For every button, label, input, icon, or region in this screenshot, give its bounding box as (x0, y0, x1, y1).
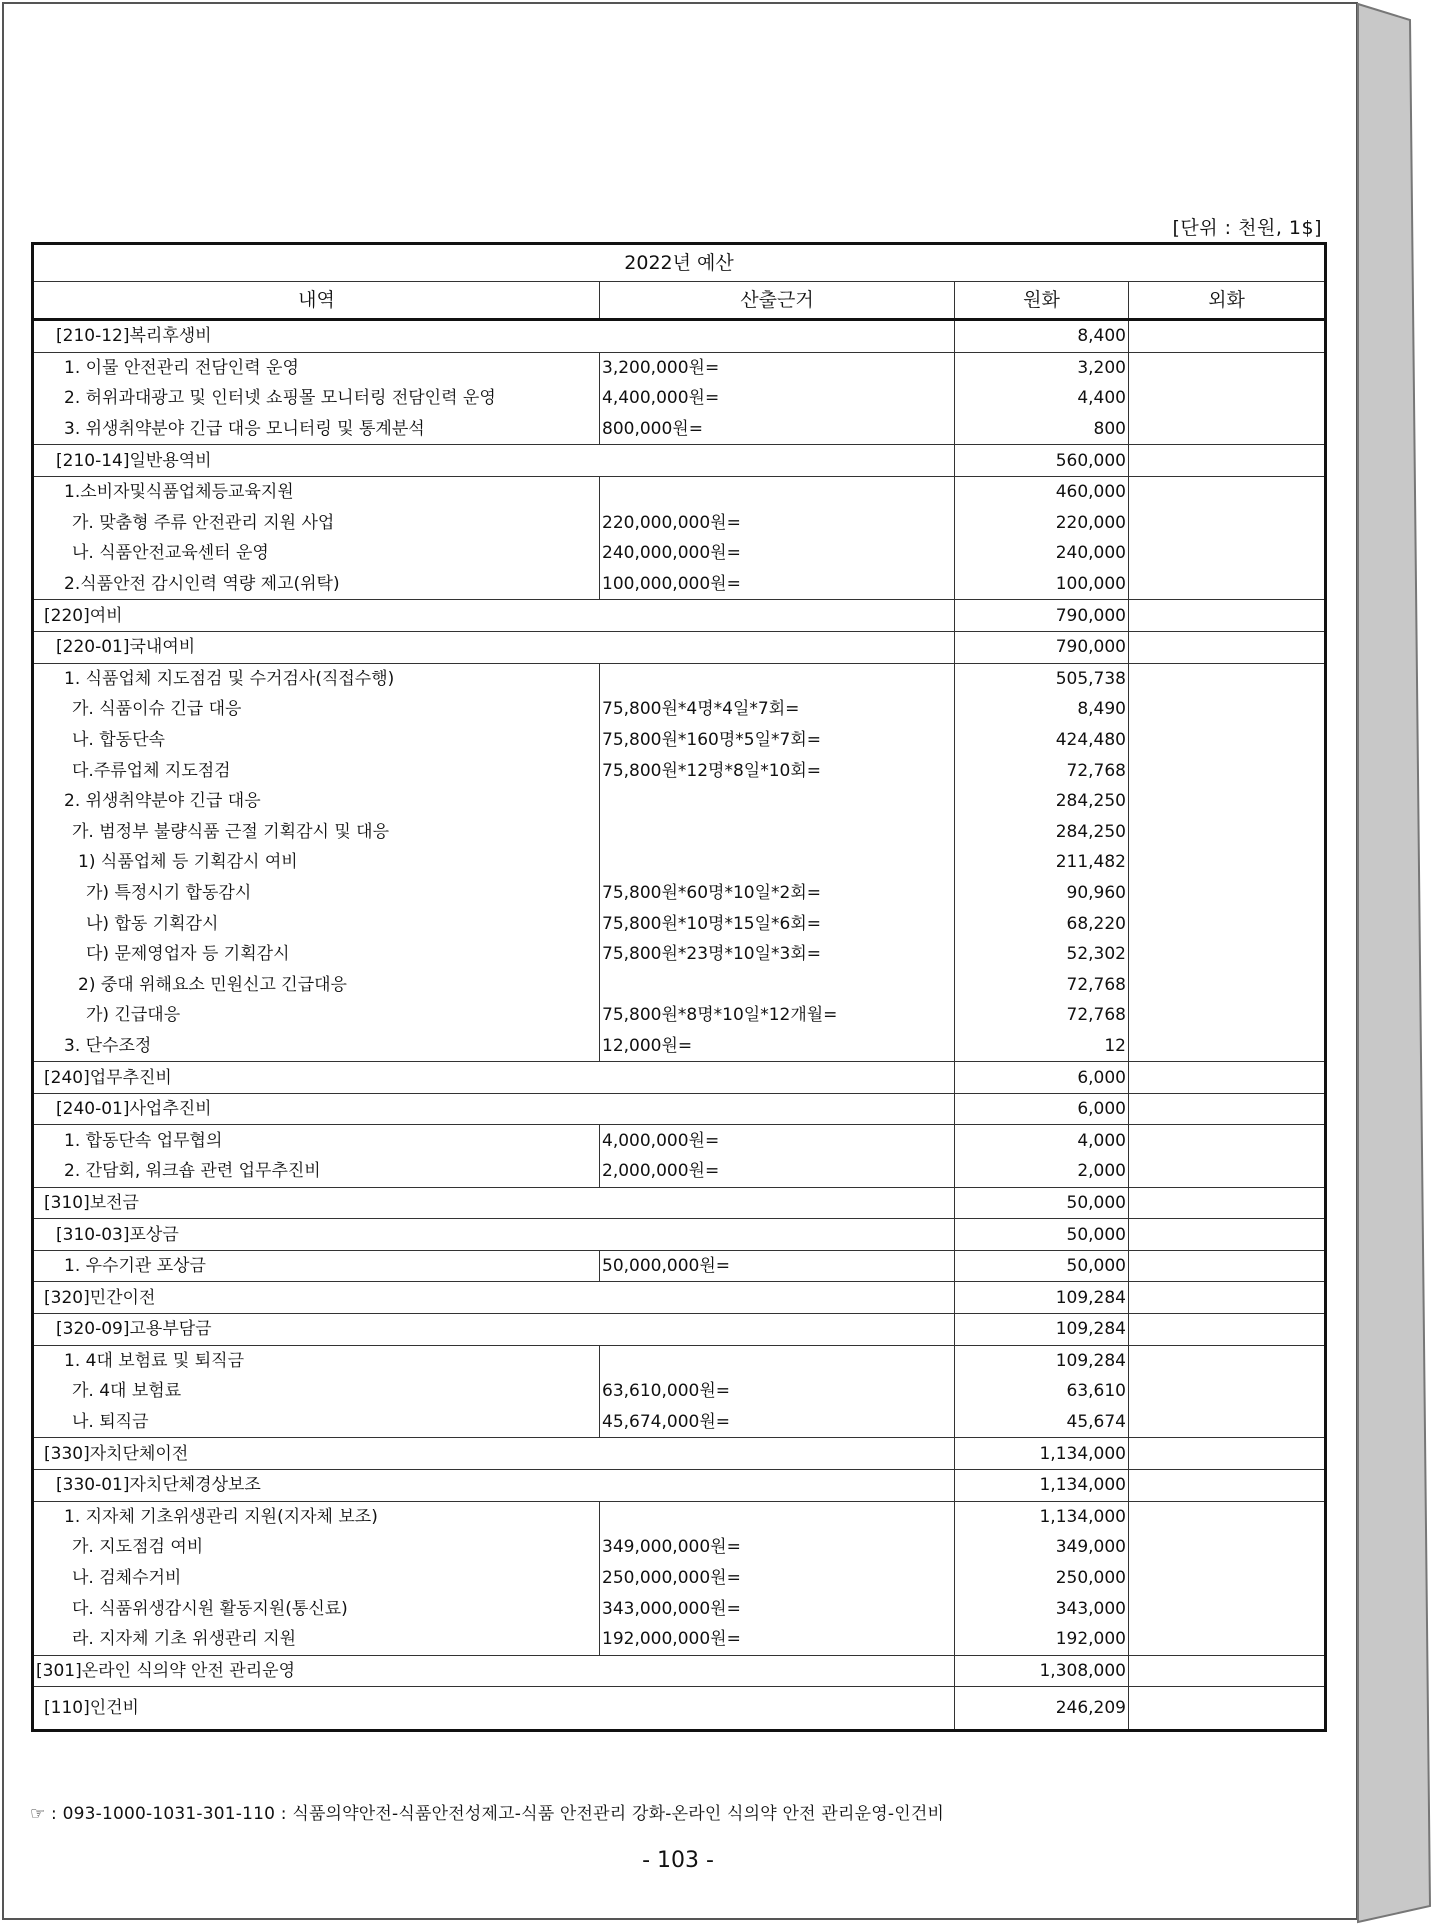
row-description: [310]보전금 (33, 1187, 955, 1219)
row-basis: 12,000원= (600, 1031, 955, 1062)
row-foreign (1129, 445, 1326, 477)
row-basis: 349,000,000원= (600, 1532, 955, 1563)
row-krw: 2,000 (955, 1156, 1129, 1187)
row-foreign (1129, 725, 1326, 756)
row-foreign (1129, 1687, 1326, 1731)
row-krw: 1,134,000 (955, 1501, 1129, 1532)
row-basis: 250,000,000원= (600, 1563, 955, 1594)
table-row (33, 1438, 1326, 1470)
footnote: ☞ : 093-1000-1031-301-110 : 식품의약안전-식품안전성제고-식품 안전관리 강화-온라인 식의약 안전 관리운영-인건비 (30, 1804, 945, 1824)
row-foreign (1129, 600, 1326, 632)
row-krw: 72,768 (955, 969, 1129, 1000)
row-basis: 50,000,000원= (600, 1250, 955, 1282)
row-krw: 12 (955, 1031, 1129, 1062)
row-basis: 3,200,000원= (600, 352, 955, 383)
row-krw: 8,400 (955, 320, 1129, 353)
row-description: 나) 합동 기획감시 (33, 908, 600, 939)
row-description: [220-01]국내여비 (33, 631, 955, 663)
row-krw: 109,284 (955, 1282, 1129, 1314)
table-row (33, 1501, 1326, 1532)
row-basis: 4,400,000원= (600, 383, 955, 414)
table-row (33, 1345, 1326, 1376)
row-description: 다. 식품위생감시원 활동지원(통신료) (33, 1593, 600, 1624)
row-foreign (1129, 1376, 1326, 1407)
header-basis: 산출근거 (600, 282, 955, 320)
row-basis: 240,000,000원= (600, 538, 955, 569)
page-number: - 103 - (642, 1848, 714, 1873)
row-foreign (1129, 1345, 1326, 1376)
row-krw: 50,000 (955, 1219, 1129, 1251)
row-description: [310-03]포상금 (33, 1219, 955, 1251)
row-foreign (1129, 1655, 1326, 1687)
row-foreign (1129, 1593, 1326, 1624)
row-foreign (1129, 1250, 1326, 1282)
row-foreign (1129, 663, 1326, 694)
row-basis (600, 969, 955, 1000)
row-foreign (1129, 320, 1326, 353)
row-foreign (1129, 817, 1326, 848)
row-krw: 349,000 (955, 1532, 1129, 1563)
row-krw: 284,250 (955, 786, 1129, 817)
row-basis: 75,800원*10명*15일*6회= (600, 908, 955, 939)
row-foreign (1129, 1282, 1326, 1314)
row-krw: 1,134,000 (955, 1438, 1129, 1470)
row-krw: 284,250 (955, 817, 1129, 848)
row-krw: 50,000 (955, 1250, 1129, 1282)
table-row (33, 414, 1326, 445)
row-description: 2) 중대 위해요소 민원신고 긴급대응 (33, 969, 600, 1000)
row-foreign (1129, 939, 1326, 970)
row-krw: 100,000 (955, 569, 1129, 600)
table-row (33, 569, 1326, 600)
budget-rows (33, 320, 1326, 1731)
row-foreign (1129, 1469, 1326, 1501)
table-row (33, 725, 1326, 756)
row-krw: 72,768 (955, 755, 1129, 786)
table-row (33, 1031, 1326, 1062)
row-description: [320]민간이전 (33, 1282, 955, 1314)
row-krw: 72,768 (955, 1000, 1129, 1031)
table-row (33, 755, 1326, 786)
row-foreign (1129, 786, 1326, 817)
row-foreign (1129, 1624, 1326, 1655)
row-krw: 424,480 (955, 725, 1129, 756)
row-basis (600, 817, 955, 848)
row-krw: 220,000 (955, 508, 1129, 539)
row-description: 다.주류업체 지도점검 (33, 755, 600, 786)
row-description: 1. 이물 안전관리 전담인력 운영 (33, 352, 600, 383)
row-basis: 75,800원*8명*10일*12개월= (600, 1000, 955, 1031)
table-row (33, 1593, 1326, 1624)
row-krw: 246,209 (955, 1687, 1129, 1731)
row-description: 1.소비자및식품업체등교육지원 (33, 476, 600, 507)
row-description: [330-01]자치단체경상보조 (33, 1469, 955, 1501)
row-foreign (1129, 1125, 1326, 1156)
row-foreign (1129, 1187, 1326, 1219)
row-description: 나. 합동단속 (33, 725, 600, 756)
table-row (33, 1532, 1326, 1563)
table-row (33, 1156, 1326, 1187)
row-foreign (1129, 476, 1326, 507)
row-basis: 75,800원*60명*10일*2회= (600, 878, 955, 909)
row-foreign (1129, 847, 1326, 878)
table-row (33, 817, 1326, 848)
row-krw: 1,134,000 (955, 1469, 1129, 1501)
row-basis: 220,000,000원= (600, 508, 955, 539)
row-foreign (1129, 1093, 1326, 1125)
row-description: 가. 범정부 불량식품 근절 기획감시 및 대응 (33, 817, 600, 848)
table-row (33, 1093, 1326, 1125)
row-foreign (1129, 908, 1326, 939)
row-foreign (1129, 508, 1326, 539)
row-basis: 75,800원*160명*5일*7회= (600, 725, 955, 756)
row-description: 3. 위생취약분야 긴급 대응 모니터링 및 통계분석 (33, 414, 600, 445)
row-krw: 560,000 (955, 445, 1129, 477)
row-foreign (1129, 1062, 1326, 1094)
row-krw: 90,960 (955, 878, 1129, 909)
row-description: 1. 우수기관 포상금 (33, 1250, 600, 1282)
row-foreign (1129, 1219, 1326, 1251)
row-basis: 100,000,000원= (600, 569, 955, 600)
row-krw: 8,490 (955, 694, 1129, 725)
row-description: 라. 지자체 기초 위생관리 지원 (33, 1624, 600, 1655)
table-row (33, 600, 1326, 632)
table-row (33, 663, 1326, 694)
table-row (33, 320, 1326, 353)
table-row (33, 1062, 1326, 1094)
row-basis (600, 1501, 955, 1532)
row-krw: 790,000 (955, 631, 1129, 663)
row-description: 1. 식품업체 지도점검 및 수거검사(직접수행) (33, 663, 600, 694)
unit-label: [단위 : 천원, 1$] (1172, 217, 1322, 239)
row-krw: 63,610 (955, 1376, 1129, 1407)
budget-table (31, 242, 1327, 1732)
row-description: [330]자치단체이전 (33, 1438, 955, 1470)
row-description: 2. 허위과대광고 및 인터넷 쇼핑몰 모니터링 전담인력 운영 (33, 383, 600, 414)
row-basis: 75,800원*12명*8일*10회= (600, 755, 955, 786)
row-description: [110]인건비 (33, 1687, 955, 1731)
row-foreign (1129, 1407, 1326, 1438)
row-basis (600, 786, 955, 817)
table-row (33, 694, 1326, 725)
row-basis: 192,000,000원= (600, 1624, 955, 1655)
row-foreign (1129, 538, 1326, 569)
table-row (33, 1000, 1326, 1031)
row-krw: 800 (955, 414, 1129, 445)
row-foreign (1129, 631, 1326, 663)
row-foreign (1129, 1031, 1326, 1062)
row-krw: 460,000 (955, 476, 1129, 507)
row-krw: 109,284 (955, 1314, 1129, 1346)
table-row (33, 538, 1326, 569)
row-description: 나. 퇴직금 (33, 1407, 600, 1438)
table-row (33, 1655, 1326, 1687)
row-description: [240-01]사업추진비 (33, 1093, 955, 1125)
row-krw: 4,400 (955, 383, 1129, 414)
row-description: 2.식품안전 감시인력 역량 제고(위탁) (33, 569, 600, 600)
row-description: 가. 4대 보험료 (33, 1376, 600, 1407)
row-foreign (1129, 569, 1326, 600)
row-krw: 6,000 (955, 1093, 1129, 1125)
row-foreign (1129, 1438, 1326, 1470)
row-description: 2. 간담회, 워크숍 관련 업무추진비 (33, 1156, 600, 1187)
row-description: 가) 특정시기 합동감시 (33, 878, 600, 909)
header-krw: 원화 (955, 282, 1129, 320)
row-krw: 790,000 (955, 600, 1129, 632)
table-row (33, 939, 1326, 970)
row-foreign (1129, 969, 1326, 1000)
row-description: 가. 맞춤형 주류 안전관리 지원 사업 (33, 508, 600, 539)
row-basis (600, 1345, 955, 1376)
row-foreign (1129, 1532, 1326, 1563)
row-krw: 109,284 (955, 1345, 1129, 1376)
table-title: 2022년 예산 (33, 244, 1326, 282)
table-row (33, 1407, 1326, 1438)
table-row (33, 476, 1326, 507)
row-basis: 75,800원*4명*4일*7회= (600, 694, 955, 725)
row-basis (600, 476, 955, 507)
row-description: 1) 식품업체 등 기획감시 여비 (33, 847, 600, 878)
table-row (33, 878, 1326, 909)
table-row (33, 1687, 1326, 1731)
table-row (33, 1469, 1326, 1501)
table-row (33, 847, 1326, 878)
table-row (33, 786, 1326, 817)
row-krw: 6,000 (955, 1062, 1129, 1094)
row-foreign (1129, 755, 1326, 786)
row-foreign (1129, 1501, 1326, 1532)
row-basis: 2,000,000원= (600, 1156, 955, 1187)
row-description: [240]업무추진비 (33, 1062, 955, 1094)
row-description: 가. 식품이슈 긴급 대응 (33, 694, 600, 725)
row-description: 다) 문제영업자 등 기획감시 (33, 939, 600, 970)
table-row (33, 1187, 1326, 1219)
row-description: 3. 단수조정 (33, 1031, 600, 1062)
row-krw: 50,000 (955, 1187, 1129, 1219)
row-krw: 45,674 (955, 1407, 1129, 1438)
row-foreign (1129, 383, 1326, 414)
row-description: 가. 지도점검 여비 (33, 1532, 600, 1563)
table-row (33, 445, 1326, 477)
table-row (33, 1314, 1326, 1346)
table-row (33, 1219, 1326, 1251)
row-foreign (1129, 1156, 1326, 1187)
table-row (33, 508, 1326, 539)
header-foreign: 외화 (1129, 282, 1326, 320)
row-krw: 505,738 (955, 663, 1129, 694)
row-description: 2. 위생취약분야 긴급 대응 (33, 786, 600, 817)
row-krw: 1,308,000 (955, 1655, 1129, 1687)
table-row (33, 908, 1326, 939)
row-krw: 240,000 (955, 538, 1129, 569)
row-krw: 250,000 (955, 1563, 1129, 1594)
row-krw: 343,000 (955, 1593, 1129, 1624)
row-krw: 211,482 (955, 847, 1129, 878)
row-foreign (1129, 414, 1326, 445)
row-krw: 192,000 (955, 1624, 1129, 1655)
row-foreign (1129, 1000, 1326, 1031)
table-row (33, 1250, 1326, 1282)
table-row (33, 383, 1326, 414)
row-description: 가) 긴급대응 (33, 1000, 600, 1031)
table-row (33, 352, 1326, 383)
row-description: 1. 4대 보험료 및 퇴직금 (33, 1345, 600, 1376)
row-krw: 4,000 (955, 1125, 1129, 1156)
row-foreign (1129, 1563, 1326, 1594)
table-row (33, 1624, 1326, 1655)
row-krw: 52,302 (955, 939, 1129, 970)
row-basis (600, 847, 955, 878)
row-description: 1. 지자체 기초위생관리 지원(지자체 보조) (33, 1501, 600, 1532)
row-description: [220]여비 (33, 600, 955, 632)
table-row (33, 969, 1326, 1000)
row-description: [320-09]고용부담금 (33, 1314, 955, 1346)
row-description: 나. 식품안전교육센터 운영 (33, 538, 600, 569)
row-foreign (1129, 352, 1326, 383)
row-basis: 75,800원*23명*10일*3회= (600, 939, 955, 970)
row-foreign (1129, 1314, 1326, 1346)
row-description: 1. 합동단속 업무협의 (33, 1125, 600, 1156)
row-description: [301]온라인 식의약 안전 관리운영 (33, 1655, 955, 1687)
row-description: [210-14]일반용역비 (33, 445, 955, 477)
row-description: [210-12]복리후생비 (33, 320, 955, 353)
row-foreign (1129, 694, 1326, 725)
table-row (33, 1376, 1326, 1407)
row-basis: 343,000,000원= (600, 1593, 955, 1624)
row-krw: 3,200 (955, 352, 1129, 383)
row-basis: 4,000,000원= (600, 1125, 955, 1156)
row-description: 나. 검체수거비 (33, 1563, 600, 1594)
row-basis: 800,000원= (600, 414, 955, 445)
table-row (33, 1282, 1326, 1314)
table-row (33, 1563, 1326, 1594)
header-description: 내역 (33, 282, 600, 320)
row-basis (600, 663, 955, 694)
table-row (33, 631, 1326, 663)
row-foreign (1129, 878, 1326, 909)
row-basis: 45,674,000원= (600, 1407, 955, 1438)
row-basis: 63,610,000원= (600, 1376, 955, 1407)
row-krw: 68,220 (955, 908, 1129, 939)
table-row (33, 1125, 1326, 1156)
